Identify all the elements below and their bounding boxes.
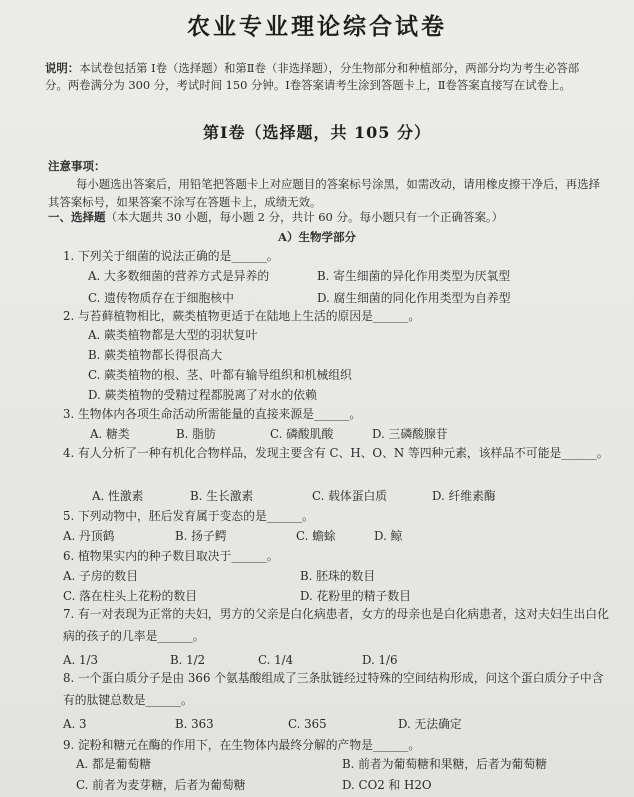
question-option: B. 胚珠的数目 xyxy=(300,569,376,583)
question-option: D. 无法确定 xyxy=(398,717,462,731)
question-option: B. 生长激素 xyxy=(190,489,254,503)
question-option: A. 子房的数目 xyxy=(63,569,139,583)
question-stem: 4. 有人分析了一种有机化合物样品，发现主要含有 C、H、O、N 等四种元素，该样品不可能是______。 xyxy=(63,446,609,460)
question-option: A. 糖类 xyxy=(90,427,130,441)
question-option: C. 蟾蜍 xyxy=(296,529,336,543)
question-option: D. CO2 和 H2O xyxy=(342,778,432,792)
question-option: C. 蕨类植物的根、茎、叶都有输导组织和机械组织 xyxy=(88,368,352,382)
question-option: A. 大多数细菌的营养方式是异养的 xyxy=(88,269,270,283)
question-option: C. 磷酸肌酸 xyxy=(270,427,334,441)
question-stem: 8. 一个蛋白质分子是由 366 个氨基酸组成了三条肽链经过特殊的空间结构形成，问这个蛋白质分子中含有的肽键总数是______。 xyxy=(63,671,604,707)
question-option: A. 1/3 xyxy=(63,653,99,667)
question-option: B. 363 xyxy=(175,717,214,731)
question-option: B. 扬子鳄 xyxy=(175,529,227,543)
part-title: 一、选择题 xyxy=(48,210,106,224)
question-option: C. 前者为麦芽糖，后者为葡萄糖 xyxy=(76,778,246,792)
exam-title: 农业专业理论综合试卷 xyxy=(187,14,447,40)
question-option: D. 三磷酸腺苷 xyxy=(372,427,448,441)
notice-heading: 注意事项： xyxy=(48,159,106,173)
question-option: A. 性激素 xyxy=(92,489,144,503)
part-heading xyxy=(48,209,608,225)
question-option: B. 1/2 xyxy=(170,653,206,667)
question-option: A. 都是葡萄糖 xyxy=(76,757,152,771)
question-stem: 5. 下列动物中，胚后发育属于变态的是______。 xyxy=(63,509,314,523)
question-option: B. 脂肪 xyxy=(176,427,216,441)
question-stem: 1. 下列关于细菌的说法正确的是______。 xyxy=(63,249,279,263)
question-stem: 7. 有一对表现为正常的夫妇，男方的父亲是白化病患者，女方的母亲也是白化病患者，这对夫妇生出白化病的孩子的几率是______。 xyxy=(63,607,609,643)
question-option: B. 蕨类植物都长得很高大 xyxy=(88,348,223,362)
question-option: D. 鲸 xyxy=(374,529,403,543)
question-stem: 9. 淀粉和糖元在酶的作用下，在生物体内最终分解的产物是______。 xyxy=(63,738,421,752)
instructions-lead: 说明： xyxy=(45,61,80,75)
question-option: B. 前者为葡萄糖和果糖，后者为葡萄糖 xyxy=(342,757,547,771)
question-option: A. 蕨类植物都是大型的羽状复叶 xyxy=(88,328,258,342)
question-option: C. 1/4 xyxy=(258,653,294,667)
section-title: 第Ⅰ卷（选择题，共 105 分） xyxy=(202,123,432,142)
question-option: D. 花粉里的精子数目 xyxy=(300,589,411,603)
instructions xyxy=(45,60,600,94)
question-option: C. 365 xyxy=(288,717,327,731)
instructions-text: 本试卷包括第 Ⅰ卷（选择题）和第Ⅱ卷（非选择题），分生物部分和种植部分，两部分均为考生必答部分。两卷满分为 300 分，考试时间 150 分钟。Ⅰ卷答案请考生涂到答题卡上，Ⅱ卷答案直接写在试卷上。 xyxy=(45,61,580,92)
question-option: D. 蕨类植物的受精过程都脱离了对水的依赖 xyxy=(88,388,317,402)
question-option: A. 3 xyxy=(63,717,87,731)
notice-body: 每小题选出答案后，用铅笔把答题卡上对应题目的答案标号涂黑，如需改动，请用橡皮擦干净后，再选择其答案标号，如果答案不涂写在答题卡上，成绩无效。 xyxy=(48,177,600,209)
question-option: D. 1/6 xyxy=(362,653,398,667)
question-option: B. 寄生细菌的异化作用类型为厌氧型 xyxy=(317,269,511,283)
question-option: A. 丹顶鹤 xyxy=(63,529,115,543)
question-option: C. 遗传物质存在于细胞核中 xyxy=(88,291,234,305)
question-option: D. 纤维素酶 xyxy=(432,489,496,503)
question-option: D. 腐生细菌的同化作用类型为自养型 xyxy=(317,291,511,305)
question-stem: 6. 植物果实内的种子数目取决于______。 xyxy=(63,549,279,563)
subsection-title: A）生物学部分 xyxy=(278,230,356,244)
question-option: C. 载体蛋白质 xyxy=(312,489,388,503)
part-description: （本大题共 30 小题，每小题 2 分，共计 60 分。每小题只有一个正确答案。） xyxy=(105,210,504,224)
question-stem: 2. 与苔藓植物相比，蕨类植物更适于在陆地上生活的原因是______。 xyxy=(63,309,421,323)
question-stem: 3. 生物体内各项生命活动所需能量的直接来源是______。 xyxy=(63,407,362,421)
question-option: C. 落在柱头上花粉的数目 xyxy=(63,589,198,603)
